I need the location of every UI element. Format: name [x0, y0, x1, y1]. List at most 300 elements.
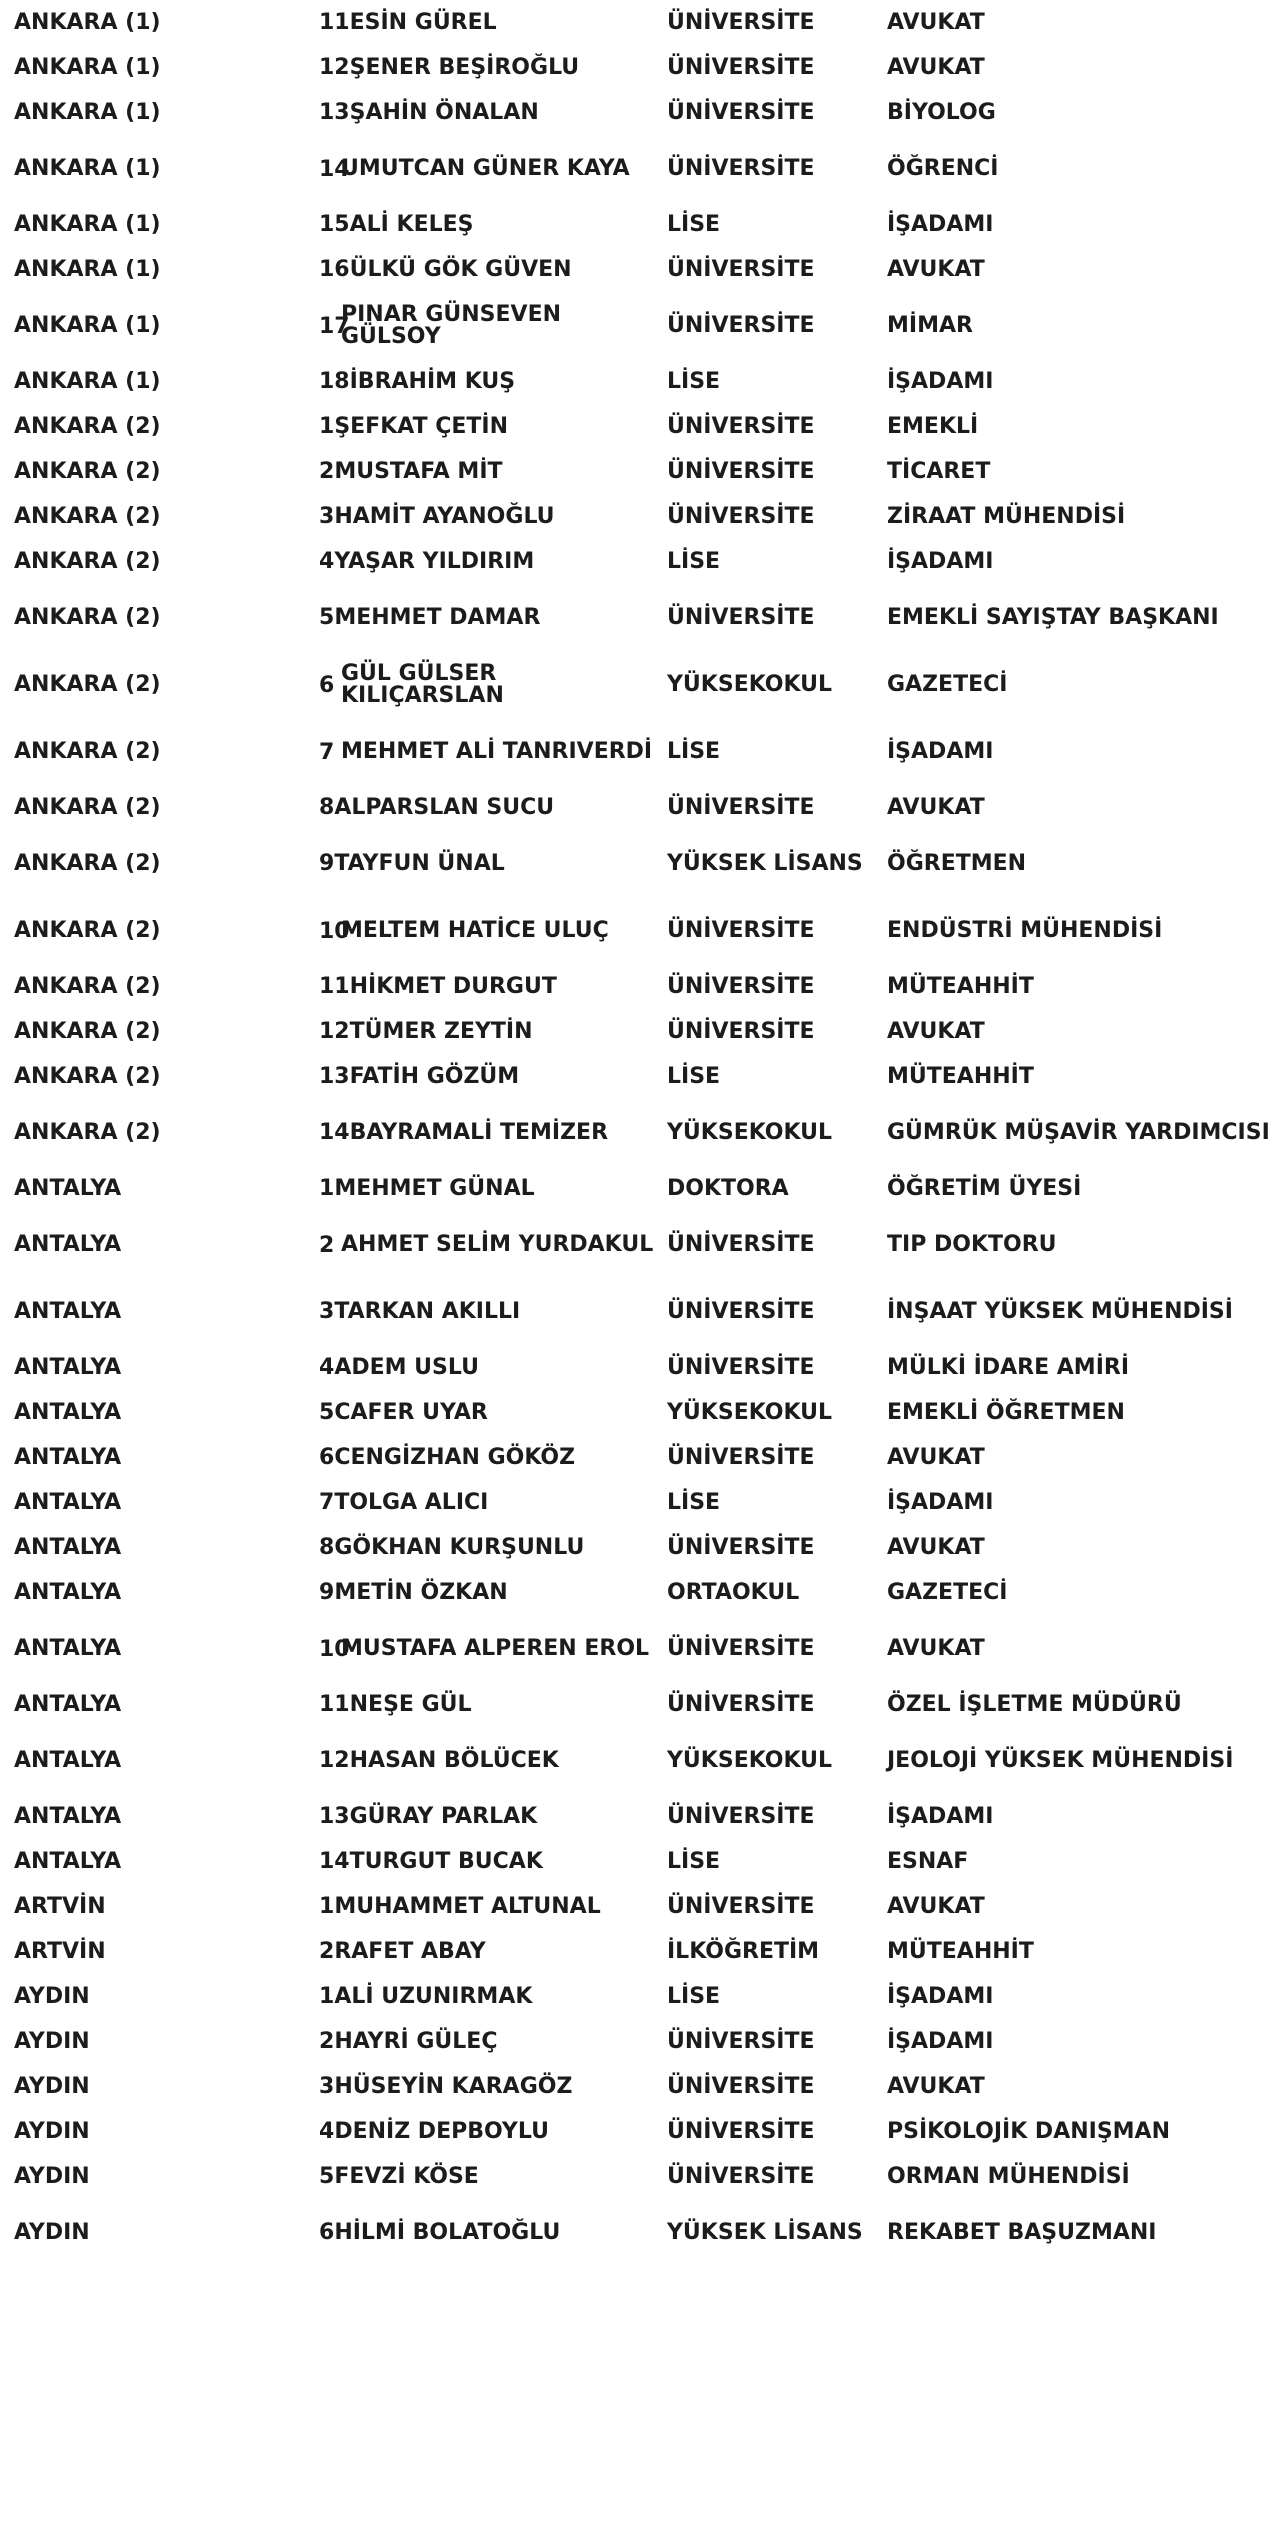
- cell-education: ÜNİVERSİTE: [667, 1354, 815, 1380]
- table-row: [8, 1480, 1270, 1525]
- cell-city: ANKARA (2): [14, 604, 161, 630]
- cell-candidate: [313, 1570, 661, 1615]
- cell-candidate: [313, 2109, 661, 2154]
- table-row: [8, 964, 1270, 1009]
- cell-profession: İŞADAMI: [887, 368, 994, 394]
- cell-education: ÜNİVERSİTE: [667, 9, 815, 35]
- cell-education: LİSE: [667, 368, 721, 394]
- cell-profession: MÜTEAHHİT: [887, 1063, 1034, 1089]
- candidate-number: 17: [319, 313, 350, 339]
- candidate-number: 11: [319, 1691, 350, 1717]
- cell-profession: GAZETECİ: [887, 1579, 1008, 1605]
- cell-profession: İNŞAAT YÜKSEK MÜHENDİSİ: [887, 1298, 1233, 1324]
- candidate-number: 10: [319, 1636, 350, 1662]
- cell-candidate: [313, 135, 661, 202]
- cell-city: AYDIN: [14, 2073, 90, 2099]
- cell-education: ÜNİVERSİTE: [667, 1534, 815, 1560]
- candidate-number: 2: [319, 2028, 335, 2054]
- table-row: [8, 830, 1270, 897]
- cell-education: YÜKSEK LİSANS: [667, 850, 863, 876]
- candidate-name: ŞENER BEŞİROĞLU: [349, 54, 580, 80]
- cell-education: ÜNİVERSİTE: [667, 256, 815, 282]
- cell-profession: MÜTEAHHİT: [887, 1938, 1034, 1964]
- candidate-number: 4: [319, 1354, 335, 1380]
- cell-candidate: [313, 1525, 661, 1570]
- cell-candidate: [313, 1974, 661, 2019]
- candidate-name: GÜRAY PARLAK: [349, 1803, 538, 1829]
- candidate-name: TAYFUN ÜNAL: [334, 850, 505, 876]
- table-row: [8, 202, 1270, 247]
- cell-city: ANKARA (1): [14, 99, 161, 125]
- cell-candidate: [313, 584, 661, 651]
- candidate-name: METİN ÖZKAN: [334, 1579, 508, 1605]
- candidate-number: 5: [319, 2163, 335, 2189]
- candidate-name: MELTEM HATİCE ULUÇ: [341, 917, 609, 943]
- cell-candidate: [313, 1480, 661, 1525]
- table-row: [8, 1009, 1270, 1054]
- cell-education: LİSE: [667, 1983, 721, 2009]
- cell-profession: REKABET BAŞUZMANI: [887, 2219, 1157, 2245]
- cell-profession: İŞADAMI: [887, 738, 994, 764]
- cell-city: ANKARA (2): [14, 738, 161, 764]
- candidate-name: DENİZ DEPBOYLU: [334, 2118, 549, 2144]
- cell-candidate: [313, 1054, 661, 1099]
- cell-education: ÜNİVERSİTE: [667, 2028, 815, 2054]
- cell-city: ANTALYA: [14, 1803, 122, 1829]
- cell-city: ANKARA (2): [14, 413, 161, 439]
- cell-profession: İŞADAMI: [887, 1489, 994, 1515]
- candidate-name: MEHMET ALİ TANRIVERDİ: [341, 738, 653, 764]
- cell-profession: İŞADAMI: [887, 1983, 994, 2009]
- cell-profession: EMEKLİ SAYIŞTAY BAŞKANI: [887, 604, 1219, 630]
- cell-candidate: [313, 1099, 661, 1166]
- table-row: [8, 1615, 1270, 1682]
- candidate-number: 5: [319, 1399, 335, 1425]
- candidate-name: UMUTCAN GÜNER KAYA: [341, 155, 630, 181]
- cell-city: ANKARA (2): [14, 794, 161, 820]
- table-row: [8, 651, 1270, 718]
- cell-candidate: [313, 247, 661, 292]
- cell-education: ÜNİVERSİTE: [667, 2073, 815, 2099]
- cell-city: ANKARA (2): [14, 973, 161, 999]
- cell-city: ANKARA (1): [14, 211, 161, 237]
- candidate-number: 1: [319, 413, 335, 439]
- cell-city: AYDIN: [14, 2028, 90, 2054]
- cell-education: ÜNİVERSİTE: [667, 1803, 815, 1829]
- cell-profession: AVUKAT: [887, 1534, 985, 1560]
- cell-education: ÜNİVERSİTE: [667, 1691, 815, 1717]
- table-row: [8, 1390, 1270, 1435]
- cell-city: ANKARA (2): [14, 458, 161, 484]
- cell-education: ÜNİVERSİTE: [667, 1893, 815, 1919]
- cell-city: ANKARA (2): [14, 917, 161, 943]
- table-row: [8, 1278, 1270, 1345]
- cell-education: YÜKSEKOKUL: [667, 1399, 833, 1425]
- table-row: [8, 292, 1270, 359]
- candidate-number: 14: [319, 1848, 350, 1874]
- cell-city: ANTALYA: [14, 1175, 122, 1201]
- table-row: [8, 0, 1270, 45]
- cell-city: ANKARA (2): [14, 671, 161, 697]
- cell-city: ANKARA (1): [14, 155, 161, 181]
- candidate-number: 3: [319, 503, 335, 529]
- cell-education: YÜKSEKOKUL: [667, 671, 833, 697]
- cell-profession: AVUKAT: [887, 794, 985, 820]
- cell-candidate: [313, 1211, 661, 1278]
- candidate-name: İBRAHİM KUŞ: [349, 368, 516, 394]
- cell-profession: ÖĞRETİM ÜYESİ: [887, 1175, 1082, 1201]
- cell-candidate: [313, 2199, 661, 2266]
- table-row: [8, 2064, 1270, 2109]
- candidate-number: 6: [319, 672, 335, 698]
- cell-candidate: [313, 359, 661, 404]
- candidate-number: 7: [319, 1489, 335, 1515]
- cell-city: ANTALYA: [14, 1747, 122, 1773]
- table-row: [8, 1099, 1270, 1166]
- candidate-number: 3: [319, 2073, 335, 2099]
- candidate-number: 12: [319, 1018, 350, 1044]
- table-row: [8, 135, 1270, 202]
- cell-city: ANKARA (1): [14, 312, 161, 338]
- candidate-name: MEHMET GÜNAL: [334, 1175, 535, 1201]
- table-row: [8, 584, 1270, 651]
- cell-profession: AVUKAT: [887, 1018, 985, 1044]
- cell-education: DOKTORA: [667, 1175, 789, 1201]
- cell-city: ANKARA (1): [14, 368, 161, 394]
- cell-education: ÜNİVERSİTE: [667, 604, 815, 630]
- candidate-number: 8: [319, 1534, 335, 1560]
- cell-city: ARTVİN: [14, 1893, 106, 1919]
- candidate-name: BAYRAMALİ TEMİZER: [349, 1119, 609, 1145]
- cell-education: YÜKSEK LİSANS: [667, 2219, 863, 2245]
- cell-profession: MÜTEAHHİT: [887, 973, 1034, 999]
- candidate-number: 14: [319, 156, 350, 182]
- cell-candidate: [313, 1884, 661, 1929]
- cell-candidate: [313, 404, 661, 449]
- cell-city: AYDIN: [14, 2163, 90, 2189]
- cell-profession: TİCARET: [887, 458, 991, 484]
- cell-candidate: [313, 964, 661, 1009]
- cell-education: ÜNİVERSİTE: [667, 99, 815, 125]
- table-row: [8, 2019, 1270, 2064]
- candidate-number: 13: [319, 99, 350, 125]
- cell-city: ANTALYA: [14, 1635, 122, 1661]
- cell-city: ANTALYA: [14, 1444, 122, 1470]
- candidate-number: 9: [319, 1579, 335, 1605]
- cell-city: ANTALYA: [14, 1399, 122, 1425]
- cell-city: ANTALYA: [14, 1298, 122, 1324]
- cell-city: ANKARA (2): [14, 1018, 161, 1044]
- candidate-name: ALPARSLAN SUCU: [334, 794, 555, 820]
- cell-profession: ESNAF: [887, 1848, 969, 1874]
- candidate-number: 2: [319, 1232, 335, 1258]
- table-row: [8, 2154, 1270, 2199]
- cell-candidate: [313, 494, 661, 539]
- cell-candidate: [313, 292, 661, 359]
- candidate-name: ŞAHİN ÖNALAN: [349, 99, 539, 125]
- candidate-number: 16: [319, 256, 350, 282]
- cell-candidate: [313, 1615, 661, 1682]
- cell-candidate: [313, 202, 661, 247]
- candidate-number: 15: [319, 211, 350, 237]
- candidate-name: HASAN BÖLÜCEK: [349, 1747, 559, 1773]
- cell-candidate: [313, 449, 661, 494]
- cell-education: LİSE: [667, 211, 721, 237]
- candidate-name: NEŞE GÜL: [349, 1691, 472, 1717]
- cell-profession: JEOLOJİ YÜKSEK MÜHENDİSİ: [887, 1747, 1234, 1773]
- cell-education: ÜNİVERSİTE: [667, 917, 815, 943]
- cell-city: AYDIN: [14, 1983, 90, 2009]
- candidate-number: 18: [319, 368, 350, 394]
- candidate-name: TARKAN AKILLI: [334, 1298, 521, 1324]
- candidate-name: MUHAMMET ALTUNAL: [334, 1893, 601, 1919]
- candidate-name: ŞEFKAT ÇETİN: [334, 413, 509, 439]
- cell-profession: BİYOLOG: [887, 99, 996, 125]
- candidate-name: ALİ KELEŞ: [349, 211, 474, 237]
- cell-profession: TIP DOKTORU: [887, 1231, 1057, 1257]
- table-row: [8, 1211, 1270, 1278]
- table-row: [8, 404, 1270, 449]
- cell-profession: ORMAN MÜHENDİSİ: [887, 2163, 1130, 2189]
- candidate-number: 12: [319, 1747, 350, 1773]
- candidate-number: 4: [319, 548, 335, 574]
- cell-candidate: [313, 2064, 661, 2109]
- table-row: [8, 1974, 1270, 2019]
- cell-city: ANKARA (2): [14, 1063, 161, 1089]
- cell-candidate: [313, 651, 661, 718]
- candidate-number: 10: [319, 918, 350, 944]
- cell-candidate: [313, 785, 661, 830]
- cell-profession: PSİKOLOJİK DANIŞMAN: [887, 2118, 1170, 2144]
- candidate-number: 1: [319, 1893, 335, 1919]
- candidate-name: GÜL GÜLSER KILIÇARSLAN: [341, 660, 504, 708]
- table-row: [8, 1794, 1270, 1839]
- candidate-number: 13: [319, 1063, 350, 1089]
- candidate-number: 1: [319, 1175, 335, 1201]
- cell-candidate: [313, 539, 661, 584]
- cell-education: ORTAOKUL: [667, 1579, 800, 1605]
- table-row: [8, 449, 1270, 494]
- candidate-name: YAŞAR YILDIRIM: [334, 548, 535, 574]
- candidate-name: MUSTAFA ALPEREN EROL: [341, 1635, 650, 1661]
- cell-candidate: [313, 1345, 661, 1390]
- table-row: [8, 1682, 1270, 1727]
- cell-city: ANTALYA: [14, 1691, 122, 1717]
- candidate-number: 4: [319, 2118, 335, 2144]
- cell-city: ANTALYA: [14, 1231, 122, 1257]
- candidate-name: HİKMET DURGUT: [349, 973, 557, 999]
- cell-profession: AVUKAT: [887, 1444, 985, 1470]
- cell-profession: AVUKAT: [887, 1635, 985, 1661]
- table-row: [8, 1929, 1270, 1974]
- cell-profession: ÖĞRETMEN: [887, 850, 1027, 876]
- candidate-name: HÜSEYİN KARAGÖZ: [334, 2073, 573, 2099]
- table-row: [8, 1345, 1270, 1390]
- table-row: [8, 1525, 1270, 1570]
- cell-education: ÜNİVERSİTE: [667, 458, 815, 484]
- candidate-name: RAFET ABAY: [334, 1938, 486, 1964]
- candidate-name: TURGUT BUCAK: [349, 1848, 543, 1874]
- cell-city: AYDIN: [14, 2219, 90, 2245]
- table-row: [8, 359, 1270, 404]
- cell-education: ÜNİVERSİTE: [667, 794, 815, 820]
- candidate-number: 12: [319, 54, 350, 80]
- table-row: [8, 1839, 1270, 1884]
- table-row: [8, 1054, 1270, 1099]
- candidate-name: GÖKHAN KURŞUNLU: [334, 1534, 585, 1560]
- cell-education: YÜKSEKOKUL: [667, 1119, 833, 1145]
- candidate-name: HİLMİ BOLATOĞLU: [334, 2219, 561, 2245]
- candidate-name: ESİN GÜREL: [349, 9, 497, 35]
- cell-education: ÜNİVERSİTE: [667, 1018, 815, 1044]
- cell-profession: AVUKAT: [887, 1893, 985, 1919]
- candidate-number: 2: [319, 1938, 335, 1964]
- cell-candidate: [313, 2019, 661, 2064]
- table-row: [8, 785, 1270, 830]
- cell-profession: MİMAR: [887, 312, 973, 338]
- cell-profession: İŞADAMI: [887, 211, 994, 237]
- candidate-table-body: [8, 0, 1270, 2266]
- cell-candidate: [313, 718, 661, 785]
- cell-candidate: [313, 2154, 661, 2199]
- table-row: [8, 1727, 1270, 1794]
- cell-education: ÜNİVERSİTE: [667, 413, 815, 439]
- cell-education: YÜKSEKOKUL: [667, 1747, 833, 1773]
- candidate-number: 5: [319, 604, 335, 630]
- cell-profession: ENDÜSTRİ MÜHENDİSİ: [887, 917, 1163, 943]
- cell-candidate: [313, 1727, 661, 1794]
- candidate-name: ALİ UZUNIRMAK: [334, 1983, 533, 2009]
- cell-city: ANKARA (1): [14, 54, 161, 80]
- cell-profession: AVUKAT: [887, 256, 985, 282]
- candidate-name: AHMET SELİM YURDAKUL: [341, 1231, 654, 1257]
- cell-candidate: [313, 897, 661, 964]
- candidate-name: TOLGA ALICI: [334, 1489, 489, 1515]
- candidate-number: 8: [319, 794, 335, 820]
- cell-candidate: [313, 1682, 661, 1727]
- cell-profession: MÜLKİ İDARE AMİRİ: [887, 1354, 1129, 1380]
- cell-candidate: [313, 1839, 661, 1884]
- cell-profession: EMEKLİ: [887, 413, 979, 439]
- cell-candidate: [313, 1009, 661, 1054]
- cell-profession: EMEKLİ ÖĞRETMEN: [887, 1399, 1125, 1425]
- cell-profession: ÖĞRENCİ: [887, 155, 999, 181]
- cell-city: ANKARA (2): [14, 850, 161, 876]
- candidate-name: ÜLKÜ GÖK GÜVEN: [349, 256, 572, 282]
- candidate-number: 3: [319, 1298, 335, 1324]
- cell-education: LİSE: [667, 1063, 721, 1089]
- cell-education: ÜNİVERSİTE: [667, 1635, 815, 1661]
- candidate-name: MEHMET DAMAR: [334, 604, 541, 630]
- cell-education: ÜNİVERSİTE: [667, 2118, 815, 2144]
- table-row: [8, 1570, 1270, 1615]
- candidate-name: CAFER UYAR: [334, 1399, 488, 1425]
- table-row: [8, 897, 1270, 964]
- cell-profession: İŞADAMI: [887, 548, 994, 574]
- candidate-name: HAYRİ GÜLEÇ: [334, 2028, 498, 2054]
- table-row: [8, 90, 1270, 135]
- cell-education: ÜNİVERSİTE: [667, 503, 815, 529]
- candidate-number: 6: [319, 1444, 335, 1470]
- cell-education: LİSE: [667, 738, 721, 764]
- table-row: [8, 494, 1270, 539]
- cell-education: LİSE: [667, 548, 721, 574]
- candidate-name: ADEM USLU: [334, 1354, 479, 1380]
- cell-profession: AVUKAT: [887, 54, 985, 80]
- candidate-name: FATİH GÖZÜM: [349, 1063, 520, 1089]
- cell-candidate: [313, 1390, 661, 1435]
- cell-city: ANKARA (2): [14, 1119, 161, 1145]
- candidate-number: 6: [319, 2219, 335, 2245]
- cell-candidate: [313, 45, 661, 90]
- cell-city: ANKARA (1): [14, 256, 161, 282]
- cell-profession: İŞADAMI: [887, 2028, 994, 2054]
- cell-city: ANTALYA: [14, 1848, 122, 1874]
- cell-city: ARTVİN: [14, 1938, 106, 1964]
- cell-candidate: [313, 1278, 661, 1345]
- candidate-name: TÜMER ZEYTİN: [349, 1018, 533, 1044]
- cell-education: İLKÖĞRETİM: [667, 1938, 820, 1964]
- cell-candidate: [313, 1166, 661, 1211]
- cell-city: ANTALYA: [14, 1489, 122, 1515]
- cell-city: ANKARA (1): [14, 9, 161, 35]
- cell-candidate: [313, 1435, 661, 1480]
- cell-education: ÜNİVERSİTE: [667, 54, 815, 80]
- candidate-number: 11: [319, 9, 350, 35]
- candidate-number: 1: [319, 1983, 335, 2009]
- cell-profession: ÖZEL İŞLETME MÜDÜRÜ: [887, 1691, 1182, 1717]
- cell-education: ÜNİVERSİTE: [667, 1231, 815, 1257]
- table-row: [8, 247, 1270, 292]
- cell-profession: AVUKAT: [887, 2073, 985, 2099]
- table-row: [8, 1435, 1270, 1480]
- cell-city: ANTALYA: [14, 1354, 122, 1380]
- candidate-number: 14: [319, 1119, 350, 1145]
- candidate-name: MUSTAFA MİT: [334, 458, 503, 484]
- cell-city: ANTALYA: [14, 1579, 122, 1605]
- candidate-number: 13: [319, 1803, 350, 1829]
- cell-city: AYDIN: [14, 2118, 90, 2144]
- cell-education: LİSE: [667, 1489, 721, 1515]
- candidate-table: [8, 0, 1270, 2266]
- candidate-number: 7: [319, 739, 335, 765]
- candidate-number: 2: [319, 458, 335, 484]
- cell-profession: GÜMRÜK MÜŞAVİR YARDIMCISI: [887, 1119, 1270, 1145]
- cell-candidate: [313, 1929, 661, 1974]
- cell-profession: İŞADAMI: [887, 1803, 994, 1829]
- table-row: [8, 718, 1270, 785]
- cell-education: ÜNİVERSİTE: [667, 155, 815, 181]
- table-row: [8, 2109, 1270, 2154]
- cell-education: LİSE: [667, 1848, 721, 1874]
- table-row: [8, 1884, 1270, 1929]
- cell-education: ÜNİVERSİTE: [667, 1298, 815, 1324]
- cell-profession: ZİRAAT MÜHENDİSİ: [887, 503, 1126, 529]
- table-row: [8, 2199, 1270, 2266]
- cell-education: ÜNİVERSİTE: [667, 312, 815, 338]
- candidate-name: HAMİT AYANOĞLU: [334, 503, 555, 529]
- cell-city: ANTALYA: [14, 1534, 122, 1560]
- candidate-name: FEVZİ KÖSE: [334, 2163, 479, 2189]
- cell-city: ANKARA (2): [14, 548, 161, 574]
- cell-candidate: [313, 90, 661, 135]
- cell-city: ANKARA (2): [14, 503, 161, 529]
- cell-education: ÜNİVERSİTE: [667, 973, 815, 999]
- candidate-name: CENGİZHAN GÖKÖZ: [334, 1444, 576, 1470]
- cell-profession: GAZETECİ: [887, 671, 1008, 697]
- cell-profession: AVUKAT: [887, 9, 985, 35]
- candidate-number: 11: [319, 973, 350, 999]
